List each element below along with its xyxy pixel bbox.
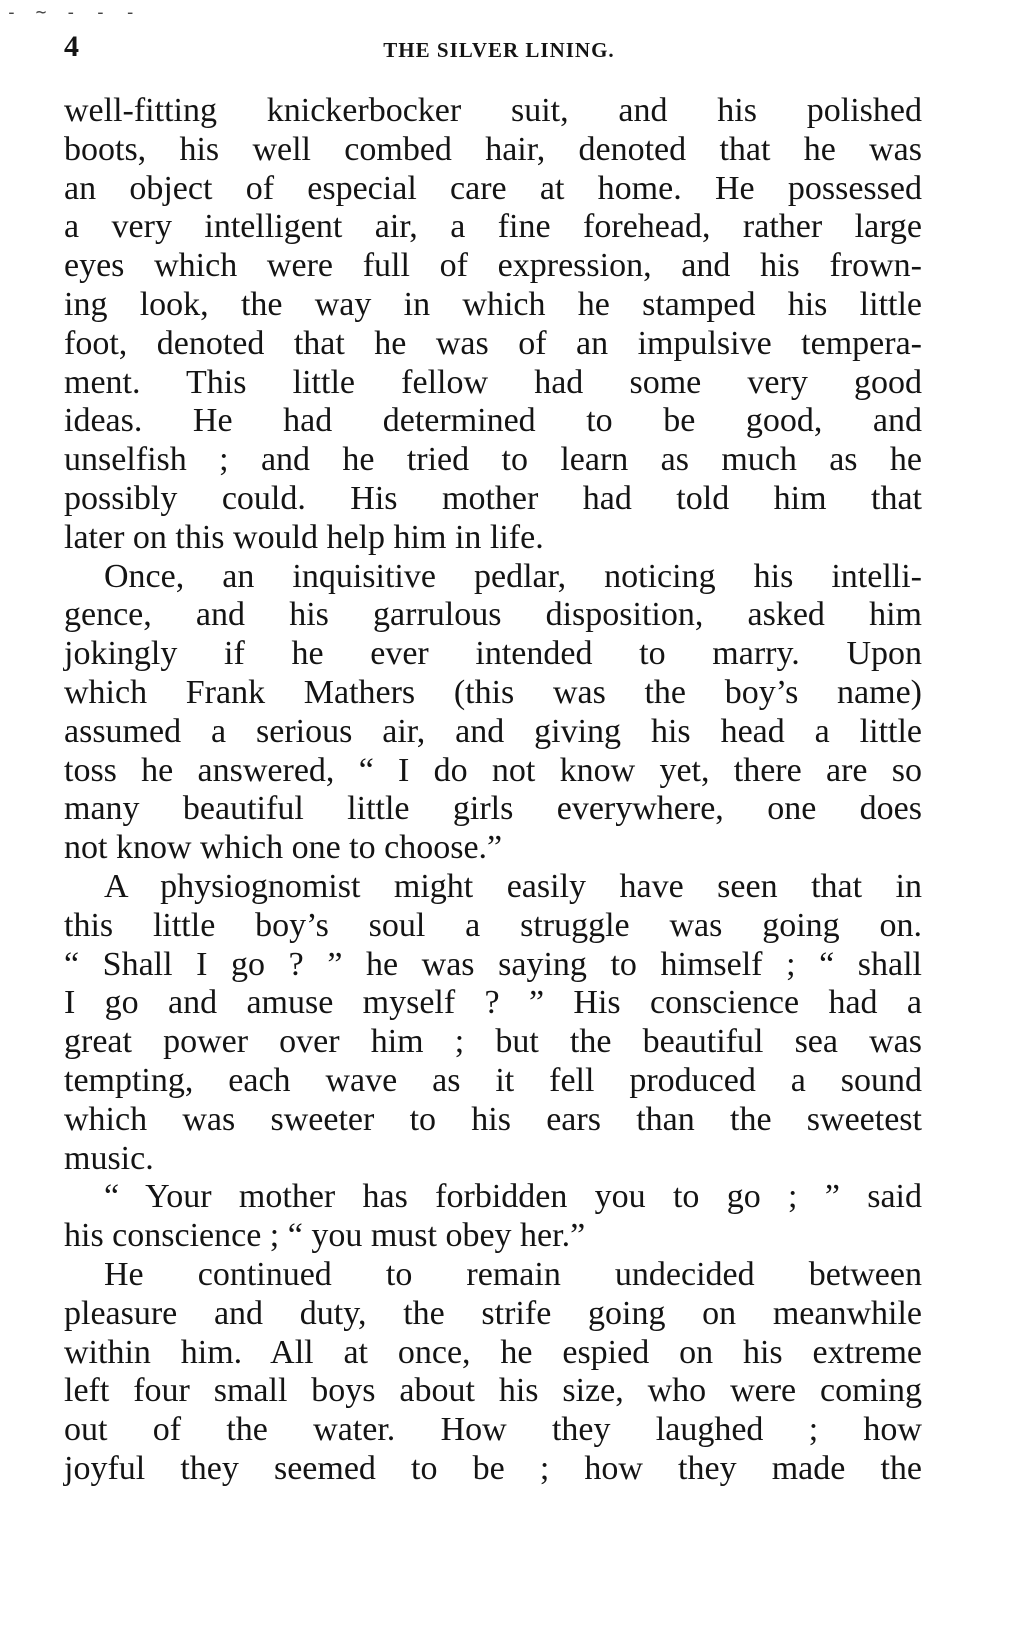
text-line: possibly could. His mother had told him that <box>64 479 922 517</box>
text-line: “ Your mother has forbidden you to go ; ” said <box>104 1178 922 1216</box>
text-line: many beautiful little girls everywhere, one does <box>64 790 922 828</box>
body-text <box>64 92 922 1489</box>
scan-marks: - ~ - - - <box>6 2 140 23</box>
text-line: music. <box>64 1139 154 1177</box>
text-line: this little boy’s soul a struggle was going on. <box>64 906 922 944</box>
text-line: which Frank Mathers (this was the boy’s name) <box>64 673 922 711</box>
text-line: later on this would help him in life. <box>64 518 544 556</box>
text-line: foot, denoted that he was of an impulsive tempera- <box>64 324 922 362</box>
text-line: tempting, each wave as it fell produced a sound <box>64 1061 922 1099</box>
text-line: an object of especial care at home. He possessed <box>64 169 922 207</box>
text-line: jokingly if he ever intended to marry. Upon <box>64 635 922 673</box>
text-line: He continued to remain undecided between <box>104 1255 922 1293</box>
text-line: ing look, the way in which he stamped his little <box>64 285 922 323</box>
text-line: toss he answered, “ I do not know yet, there are so <box>64 751 922 789</box>
text-line: unselfish ; and he tried to learn as much as he <box>64 441 922 479</box>
text-line: I go and amuse myself ? ” His conscience had a <box>64 984 922 1022</box>
text-line: his conscience ; “ you must obey her.” <box>64 1217 586 1255</box>
page-number: 4 <box>64 30 79 63</box>
text-line: a very intelligent air, a fine forehead, rather large <box>64 208 922 246</box>
text-line: ment. This little fellow had some very good <box>64 363 922 401</box>
text-line: out of the water. How they laughed ; how <box>64 1411 922 1449</box>
text-line: gence, and his garrulous disposition, asked him <box>64 596 922 634</box>
text-line: ideas. He had determined to be good, and <box>64 402 922 440</box>
text-line: which was sweeter to his ears than the sweetest <box>64 1100 922 1138</box>
text-line: within him. All at once, he espied on his extreme <box>64 1333 922 1371</box>
text-line: eyes which were full of expression, and his frown- <box>64 247 922 285</box>
text-line: “ Shall I go ? ” he was saying to himself ; “ shall <box>64 945 922 983</box>
text-line: assumed a serious air, and giving his head a little <box>64 712 922 750</box>
running-title: THE SILVER LINING. <box>383 38 615 62</box>
text-line: boots, his well combed hair, denoted that he was <box>64 130 922 168</box>
text-line: A physiognomist might easily have seen that in <box>104 867 922 905</box>
text-line: great power over him ; but the beautiful sea was <box>64 1023 922 1061</box>
page-header <box>64 30 934 74</box>
text-line: well-fitting knickerbocker suit, and his polished <box>64 92 922 129</box>
text-line: pleasure and duty, the strife going on meanwhile <box>64 1294 922 1332</box>
text-line: Once, an inquisitive pedlar, noticing his intelli- <box>104 557 922 595</box>
text-line: not know which one to choose.” <box>64 829 503 867</box>
text-line: joyful they seemed to be ; how they made the <box>64 1449 922 1487</box>
text-line: left four small boys about his size, who were coming <box>64 1372 922 1410</box>
